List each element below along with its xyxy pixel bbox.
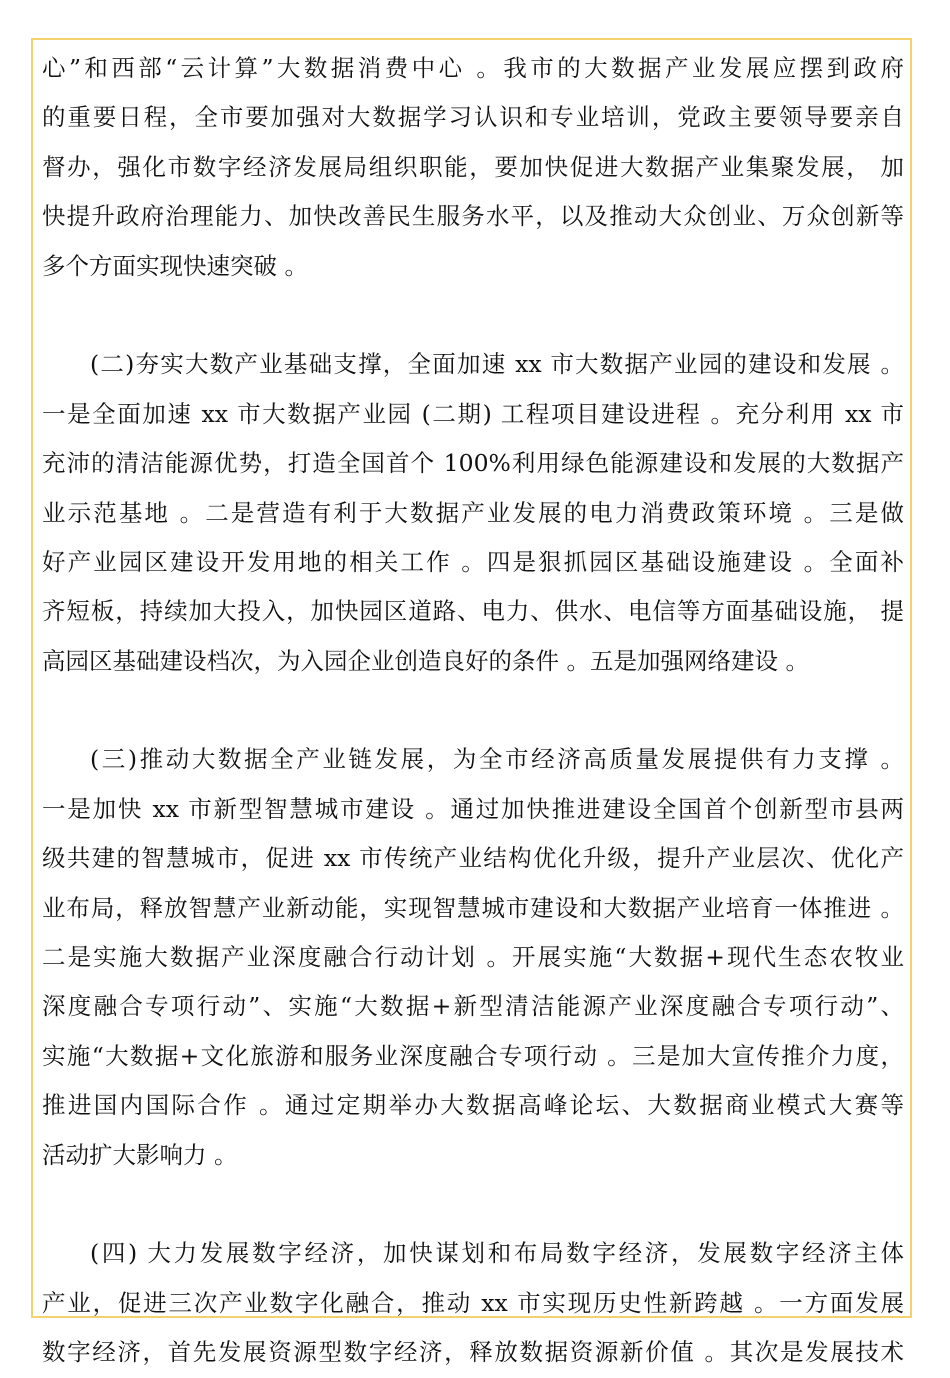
text-line: 好产业园区建设开发用地的相关工作 。四是狠抓园区基础设施建设 。全面补 [42,547,904,576]
text-line: 实施“大数据+文化旅游和服务业深度融合专项行动 。三是加大宣传推介力度， [42,1041,904,1070]
text-line: 一是全面加速 xx 市大数据产业园 (二期) 工程项目建设进程 。充分利用 xx 市 [42,399,904,428]
text-line: 二是实施大数据产业深度融合行动计划 。开展实施“大数据+现代生态农牧业 [42,943,904,972]
text-line: 心”和西部“云计算”大数据消费中心 。我市的大数据产业发展应摆到政府 [42,54,904,82]
text-line: 推进国内国际合作 。通过定期举办大数据高峰论坛、大数据商业模式大赛等 [42,1091,904,1120]
document-body [42,44,904,1378]
text-line: 数字经济，首先发展资源型数字经济，释放数据资源新价值 。其次是发展技术 [42,1338,904,1367]
text-line: 级共建的智慧城市，促进 xx 市传统产业结构优化升级，提升产业层次、优化产 [42,844,904,873]
text-line: 深度融合专项行动”、实施“大数据+新型清洁能源产业深度融合专项行动”、 [42,992,904,1021]
text-line: 督办，强化市数字经济发展局组织职能，要加快促进大数据产业集聚发展， 加 [42,152,904,181]
section-heading-line: (三)推动大数据全产业链发展，为全市经济高质量发展提供有力支撑 。 [90,745,904,774]
text-line: 业布局，释放智慧产业新动能，实现智慧城市建设和大数据产业培育一体推进 。 [42,893,904,922]
text-line: 多个方面实现快速突破 。 [42,251,308,280]
section-heading-line: (二)夯实大数产业基础支撑，全面加速 xx 市大数据产业园的建设和发展 。 [90,350,904,379]
text-line: 的重要日程，全市要加强对大数据学习认识和专业培训，党政主要领导要亲自 [42,103,904,132]
text-line: 齐短板，持续加大投入，加快园区道路、电力、供水、电信等方面基础设施， 提 [42,597,904,626]
section-heading-line: (四) 大力发展数字经济，加快谋划和布局数字经济，发展数字经济主体 [90,1239,904,1268]
text-line: 一是加快 xx 市新型智慧城市建设 。通过加快推进建设全国首个创新型市县两 [42,794,904,823]
text-line: 充沛的清洁能源优势，打造全国首个 100%利用绿色能源建设和发展的大数据产 [42,449,904,478]
text-line: 快提升政府治理能力、加快改善民生服务水平，以及推动大众创业、万众创新等 [42,202,904,231]
text-line: 高园区基础建设档次，为入园企业创造良好的条件 。五是加强网络建设 。 [42,646,809,675]
text-line: 产业，促进三次产业数字化融合，推动 xx 市实现历史性新跨越 。一方面发展 [42,1288,904,1317]
text-line: 活动扩大影响力 。 [42,1140,238,1169]
text-line: 业示范基地 。二是营造有利于大数据产业发展的电力消费政策环境 。三是做 [42,498,904,527]
